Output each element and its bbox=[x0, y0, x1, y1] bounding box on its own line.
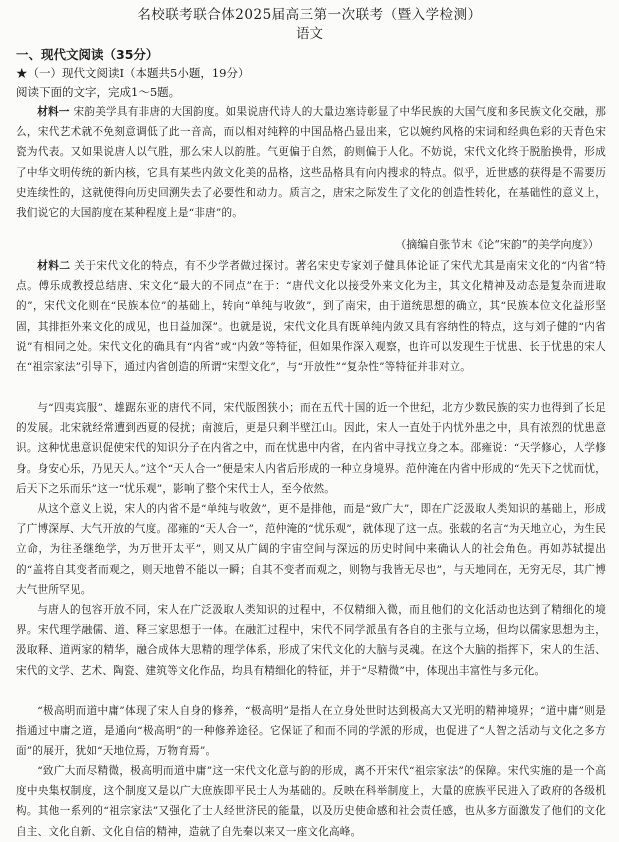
material2-paragraph-2: 与“四夷宾服”、雄踞东亚的唐代不同，宋代版图狭小；而在五代十国的近一个世纪，北方少数民族的实力也得到了长足的发展。北宋就经常遭到西夏的侵扰；南渡后，更是只剩半壁江山。因此，宋人一直处于内忧外患之中，具有浓烈的忧患意识。这种忧患意识促使宋代的知识分子在内省之中，而在忧患中内省，在内省中寻找立身之本。邵雍说：“天学修心，人学修身。身安心乐，乃见天人。”这个“天人合一”便是宋人内省后形成的一种立身境界。范仲淹在内省中形成的“先天下之忧而忧，后天下之乐而乐”这一“忧乐观”，影响了整个宋代士人，至今依然。 bbox=[16, 402, 606, 495]
subquestion-heading: ★（一）现代文阅读Ⅰ（本题共5小题，19分） bbox=[16, 66, 250, 80]
material2-paragraph-1 bbox=[16, 256, 606, 377]
subject-label: 语文 bbox=[296, 26, 323, 42]
material2-paragraph-4: 与唐人的包容开放不同，宋人在广泛汲取人类知识的过程中，不仅精细入微，而且他们的文化活动也达到了精细化的境界。宋代理学融儒、道、释三家思想于一体。在融汇过程中，宋代不同学派虽有各自的主张与立场，但均以儒家思想为主，汲取释、道两家的精华，融合成体大思精的理学体系，形成了宋代文化的大脑与灵魂。在这个大脑的指挥下，宋人的生活、宋代的文学、艺术、陶瓷、建筑等文化作品，均具有精细化的特征，并于“尽精微”中，体现出丰富性与多元化。 bbox=[16, 604, 606, 677]
material2-p1-text: 关于宋代文化的特点，有不少学者做过探讨。著名宋史专家刘子健具体论证了宋代尤其是南宋文化的“内省”特点。傅乐成教授总结唐、宋文化“最大的不同点”在于：“唐代文化以接受外来文化为主，其文化精神及动态是复杂而进取的”，宋代文化则在“民族本位”的基础上，转向“单纯与收敛”，到了南宋，由于道统思想的确立，其“民族本位文化益形坚固，其排拒外来文化的成见，也日益加深”。也就是说，宋代文化具有既单纯内敛又具有容纳性的特点，这与刘子健的“内省说”有相同之处。宋代文化的确具有“内省”或“内敛”等特征，但如果作深入观察，也许可以发现生于忧患、长于忧患的宋人在“祖宗家法”引导下，通过内省创造的所谓“宋型文化”，与“开放性”“复杂性”等特征并非对立。 bbox=[16, 260, 606, 374]
material2-paragraph-3: 从这个意义上说，宋人的内省不是“单纯与收敛”，更不是排他，而是“致广大”，即在广泛汲取人类知识的基础上，形成了广博深厚、大气开放的气度。邵雍的“天人合一”，范仲淹的“忧乐观”，就体现了这一点。张载的名言“为天地立心，为生民立命，为往圣继绝学，为万世开太平”，则又从广阔的宇宙空间与深远的历史时间中来确认人的社会角色。再如苏轼提出的“盖将自其变者而观之，则天地曾不能以一瞬；自其不变者而观之，则物与我皆无尽也”，与天地同在，无穷无尽，其广博大气世所罕见。 bbox=[16, 503, 606, 596]
material2-paragraph-6: “致广大而尽精微，极高明而道中庸”这一宋代文化意与韵的形成，离不开宋代“祖宗家法”的保障。宋代实施的是一个高度中央集权制度，这个制度又是以广大庶族即平民士人为基础的。反映在科举制度上，大量的庶族平民进入了政府的各级机构。其他一系列的“祖宗家法”又强化了士人经世济民的能量，以及历史使命感和社会责任感，也从多方面激发了他们的文化自主、文化自新、文化自信的精神，造就了自先秦以来又一座文化高峰。 bbox=[16, 765, 606, 838]
material1-source: （摘编自张节末《论“宋韵”的美学向度》） bbox=[395, 238, 599, 251]
material1-paragraph bbox=[16, 102, 606, 223]
section-heading: 一、现代文阅读（35分） bbox=[16, 47, 159, 62]
reading-instruction: 阅读下面的文字，完成1～5题。 bbox=[16, 85, 181, 99]
material1-label: 材料一 bbox=[37, 106, 70, 118]
material2-label: 材料二 bbox=[37, 260, 71, 272]
exam-title: 名校联考联合体2025届高三第一次联考（暨入学检测） bbox=[137, 7, 482, 23]
material2-paragraph-5: “极高明而道中庸”体现了宋人自身的修养，“极高明”是指人在立身处世时达到极高大又光明的精神境界；“道中庸”则是指通过中庸之道，是通向“极高明”的一种修养途径。它保证了和而不同的学派的形成，也促进了“人智之活动与文化之多方面”的展开，犹如“天地位焉，万物育焉”。 bbox=[16, 705, 606, 758]
material1-text: 宋韵美学具有非唐的大国韵度。如果说唐代诗人的大量边塞诗彰显了中华民族的大国气度和多民族文化交融，那么，宋代艺术就不免刻意调低了此一音高，而以相对纯粹的中国品格凸显出来，它以婉约风格的宋词和经典色彩的天青色宋瓷为代表。又如果说唐人以气胜，那么宋人以韵胜。气更偏于自然，韵则偏于人化。不妨说，宋代文化终于脱胎换骨，形成了中华文明传统的新内核，它具有某些内敛文化美的品格，这些品格具有向内搜求的特点。似乎，近世感的获得是不需要历史连续性的，这就使得向历史回溯失去了必要性和动力。质言之，唐宋之际发生了文化的创造性转化，在基础性的意义上，我们说它的大国韵度在某种程度上是“非唐”的。 bbox=[16, 106, 606, 220]
